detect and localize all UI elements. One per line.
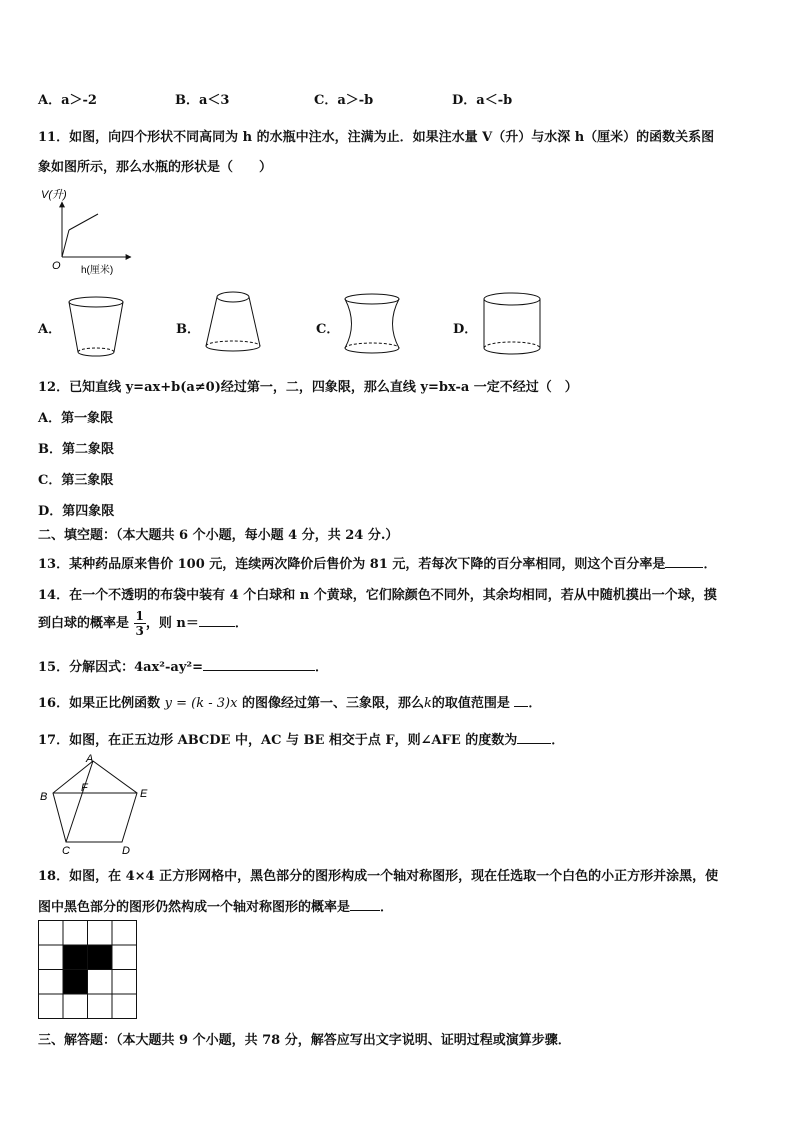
- q12-stem: 12．已知直线 y=ax+b(a≠0)经过第一，二，四象限，那么直线 y=bx-a 一定不经过（ ）: [38, 380, 578, 395]
- grid-cell-white: [63, 994, 88, 1019]
- q15-question: [38, 656, 328, 675]
- q12-option-b: B．第二象限: [38, 442, 114, 457]
- q18-stem-line1: 18．如图，在 4×4 正方形网格中，黑色部分的图形构成一个轴对称图形，现在任选取一个白色的小正方形并涂黑，使: [38, 869, 719, 884]
- q11-graph-line-steep: [62, 230, 69, 257]
- q18-text: 图中黑色部分的图形仍然构成一个轴对称图形的概率是: [38, 900, 351, 915]
- section-2-heading: 二、填空题：（本大题共 6 个小题，每小题 4 分，共 24 分.）: [38, 528, 399, 543]
- q15-answer-blank[interactable]: [203, 658, 315, 671]
- q13-end: ．: [703, 557, 717, 572]
- grid-cell-white: [88, 970, 113, 995]
- q16-function: y = (k - 3)x: [164, 696, 238, 711]
- q14-text-pre: 到白球的概率是: [38, 616, 130, 631]
- grid-cell-white: [112, 945, 137, 970]
- q17-pentagon: [53, 761, 137, 842]
- q14-frac-denominator: 3: [135, 624, 144, 638]
- q17-end: ．: [551, 733, 565, 748]
- q12-option-c: C．第三象限: [38, 473, 114, 488]
- q17-label-c: C: [62, 845, 70, 856]
- q11-option-b-label: B．: [176, 322, 200, 337]
- q16-question: [38, 692, 541, 711]
- q17-label-f: F: [81, 782, 88, 794]
- q13-text: 13．某种药品原来售价 100 元，连续两次降价后售价为 81 元，若每次下降的百分率相同，则这个百分率是: [38, 557, 666, 572]
- grid-cell-white: [39, 994, 64, 1019]
- q16-variable: k: [423, 696, 432, 711]
- q10-option-d: D．a＜-b: [452, 93, 513, 108]
- grid-cell-white: [39, 945, 64, 970]
- q11-origin-label: O: [52, 260, 61, 272]
- grid-cell-white: [39, 970, 64, 995]
- q11-stem-line2: 象如图所示，那么水瓶的形状是（ ）: [38, 160, 273, 175]
- q11-x-label: h(厘米): [81, 265, 114, 276]
- q17-label-e: E: [140, 788, 148, 800]
- q18-stem-line2: [38, 896, 393, 915]
- q18-end: ．: [380, 900, 394, 915]
- q18-grid-figure: [38, 920, 139, 1021]
- q10-option-c: C．a＞-b: [314, 93, 374, 108]
- q11-y-label: V(升): [41, 189, 67, 201]
- q14-frac-numerator: 1: [135, 609, 144, 623]
- q16-end: ．: [528, 696, 542, 711]
- q15-end: ．: [314, 660, 328, 675]
- grid-cell-white: [88, 994, 113, 1019]
- q16-answer-blank[interactable]: [514, 694, 528, 707]
- grid-cell-black: [88, 945, 113, 970]
- q11-graph-line-shallow: [69, 214, 98, 230]
- q11-option-c-label: C．: [316, 322, 340, 337]
- q14-end: ．: [234, 616, 248, 631]
- q14-stem-line2: [38, 609, 248, 638]
- q11-bottle-a: [64, 294, 128, 360]
- q17-label-d: D: [122, 845, 130, 856]
- grid-cell-white: [63, 921, 88, 946]
- q17-label-a: A: [86, 753, 94, 765]
- section-3-heading: 三、解答题：（本大题共 9 个小题，共 78 分，解答应写出文字说明、证明过程或演算步骤．: [38, 1033, 571, 1048]
- grid-cell-white: [112, 921, 137, 946]
- q11-bottle-b: [200, 288, 266, 360]
- q17-pentagon-figure: [36, 752, 156, 856]
- q11-stem-line1: 11．如图，向四个形状不同高同为 h 的水瓶中注水，注满为止．如果注水量 V（升）与水深 h（厘米）的函数关系图: [38, 130, 715, 145]
- q17-answer-blank[interactable]: [517, 731, 551, 744]
- q17-label-b: B: [40, 791, 48, 803]
- q16-text-post2: 的取值范围是: [431, 696, 510, 711]
- q16-text-post: 的图像经过第一、三象限，那么: [241, 696, 424, 711]
- grid-cell-white: [88, 921, 113, 946]
- q17-segment-ac: [66, 761, 93, 842]
- q17-question: [38, 729, 564, 748]
- grid-cell-black: [63, 970, 88, 995]
- q12-option-a: A．第一象限: [38, 411, 114, 426]
- q18-answer-blank[interactable]: [350, 898, 380, 911]
- q11-option-a-label: A．: [38, 322, 62, 337]
- q14-stem-line1: 14．在一个不透明的布袋中装有 4 个白球和 n 个黄球，它们除颜色不同外，其余均相同，若从中随机摸出一个球，摸: [38, 588, 717, 603]
- q10-option-b: B．a＜3: [175, 93, 230, 108]
- grid-cell-white: [39, 921, 64, 946]
- q16-text-pre: 16．如果正比例函数: [38, 696, 161, 711]
- q14-answer-blank[interactable]: [199, 614, 235, 627]
- q11-bottle-c: [338, 290, 406, 360]
- q14-probability-fraction: [134, 609, 146, 638]
- q14-text-post: ，则 n＝: [145, 616, 199, 631]
- grid-cell-white: [112, 994, 137, 1019]
- q13-answer-blank[interactable]: [665, 555, 703, 568]
- q15-text: 15．分解因式：4ax²-ay²=: [38, 660, 203, 675]
- q13-question: [38, 553, 716, 572]
- q11-volume-graph: [36, 184, 136, 276]
- grid-cell-white: [112, 970, 137, 995]
- grid-cell-black: [63, 945, 88, 970]
- q11-option-d-label: D．: [453, 322, 478, 337]
- q12-option-d: D．第四象限: [38, 504, 115, 519]
- q10-option-a: A．a＞-2: [38, 93, 97, 108]
- q17-text: 17．如图，在正五边形 ABCDE 中，AC 与 BE 相交于点 F，则∠AFE 的度数为: [38, 733, 518, 748]
- q11-bottle-d: [478, 290, 546, 360]
